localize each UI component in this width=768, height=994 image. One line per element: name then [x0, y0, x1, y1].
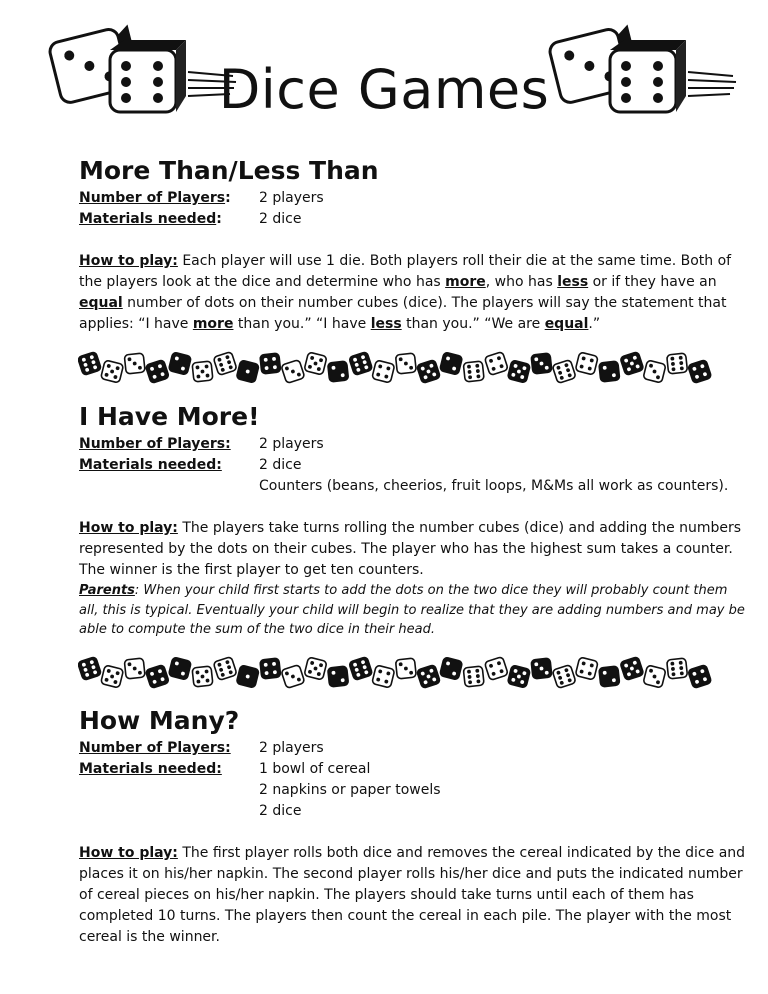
section-title: How Many? — [79, 706, 240, 735]
section-more-than-less-than: More Than/Less Than Number of Players: 2 players Materials needed: 2 dice How to play: Each player will use 1 die. Both players roll their die at the same time. Both of the players look at the dice and determine who has more, who has less or if they have an equal number of dots on their number cubes (dice). The players will say the statement that applies: “I have more than you.” “I have less than you.” “We are equal.” — [79, 156, 747, 335]
materials-value: 1 bowl of cereal — [259, 761, 371, 777]
how-to-play-label: How to play: — [79, 520, 178, 536]
players-value: 2 players — [259, 740, 324, 756]
section-how-many — [79, 706, 747, 948]
players-value: 2 players — [259, 190, 324, 206]
dice-border-icon — [78, 653, 718, 691]
how-to-play-label: How to play: — [79, 845, 178, 861]
parents-note: Parents: When your child first starts to add the dots on the two dice they will probably count them all, this is typical. Eventually your child will begin to realize that they are adding numbers and may be able to compute the sum of the two dice in their head. — [79, 583, 745, 637]
keyword-more: more — [192, 316, 234, 332]
materials-label: Materials needed: — [79, 761, 222, 777]
materials-value: 2 dice — [259, 803, 302, 819]
materials-value: 2 napkins or paper towels — [259, 782, 441, 798]
keyword-less: less — [370, 316, 402, 332]
section-title: More Than/Less Than — [79, 156, 379, 185]
players-label: Number of Players — [79, 190, 226, 206]
players-label: Number of Players: — [79, 436, 231, 452]
page-header — [0, 0, 768, 140]
how-to-play-label: How to play: — [79, 253, 178, 269]
materials-value: Counters (beans, cheerios, fruit loops, M&Ms all work as counters). — [259, 478, 729, 494]
players-value: 2 players — [259, 436, 324, 452]
pair-of-dice-icon — [548, 22, 738, 122]
how-to-play-paragraph: How to play: The first player rolls both dice and removes the cereal indicated by the dice and places it on his/her napkin. The second player rolls his/her dice and puts the indicated number of cereal pieces on his/her napkin. The players should take turns until each of them has completed 10 turns. The players then count the cereal in each pile. The player with the most cereal is the winner. — [79, 845, 746, 945]
keyword-more: more — [445, 274, 486, 290]
materials-label: Materials needed — [79, 211, 217, 227]
materials-value: 2 dice — [259, 211, 302, 227]
how-to-play-paragraph: How to play: The players take turns rolling the number cubes (dice) and adding the numbers represented by the dots on their cubes. The player who has the highest sum takes a counter. The winner is the first player to get ten counters. — [79, 520, 742, 578]
page-title: Dice Games — [218, 58, 550, 121]
keyword-equal: equal — [79, 295, 123, 311]
materials-value: 2 dice — [259, 457, 302, 473]
section-title: I Have More! — [79, 402, 260, 431]
materials-label: Materials needed: — [79, 457, 222, 473]
keyword-less: less — [557, 274, 589, 290]
keyword-equal: equal — [544, 316, 589, 332]
dice-border-icon — [78, 348, 718, 386]
how-to-play-paragraph: How to play: Each player will use 1 die. Both players roll their die at the same time. Both of the players look at the dice and determine who has more, who has less or if they have an equal number of dots on their number cubes (dice). The players will say the statement that applies: “I have more than you.” “I have less than you.” “We are equal.” — [79, 253, 732, 332]
section-i-have-more — [79, 402, 747, 640]
players-label: Number of Players: — [79, 740, 231, 756]
parents-label: Parents — [79, 583, 135, 598]
